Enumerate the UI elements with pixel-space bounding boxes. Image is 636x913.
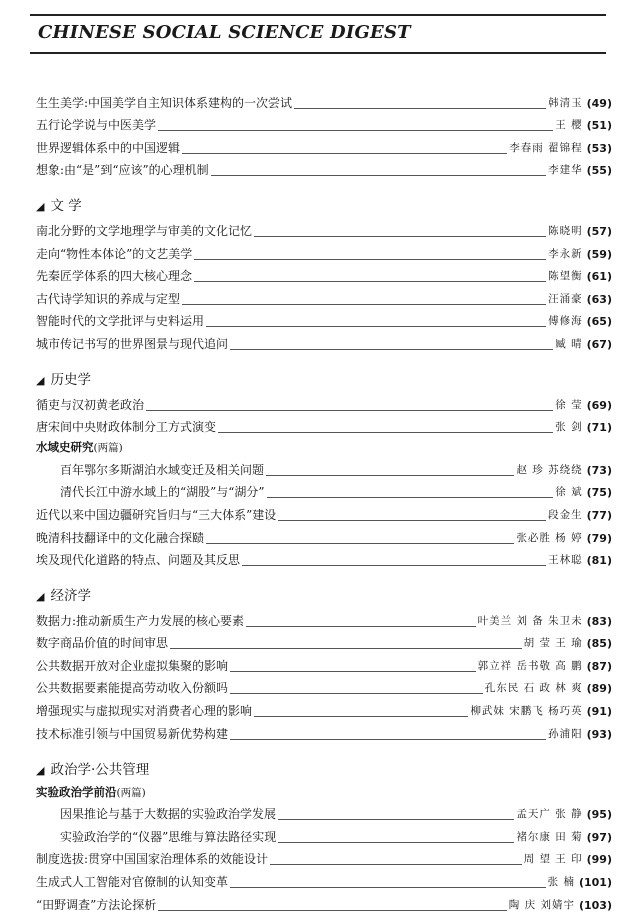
entry-authors: 王林聪 [548,554,583,567]
entry-page: (97) [586,830,612,844]
leader-line [246,626,476,627]
toc-section [36,754,612,913]
leader-line [230,349,553,350]
toc-entry[interactable] [36,239,612,262]
entry-page: (95) [586,808,612,822]
entry-page: (75) [586,486,612,500]
entry-authors: 孔东民 石 政 林 爽 [484,682,583,695]
entry-page: (61) [586,270,612,284]
entry-page: (69) [586,398,612,412]
leader-line [230,693,483,694]
entry-authors: 徐 斌 [555,486,583,499]
entry-page: (73) [586,463,612,477]
leader-line [182,304,546,305]
leader-line [194,281,546,282]
entry-authors: 李春雨 翟锦程 [509,141,583,154]
section-heading [36,190,612,214]
entry-page: (49) [586,96,612,110]
entry-page: (65) [586,315,612,329]
leader-line [266,475,514,476]
entry-title: 先秦匠学体系的四大核心理念 [36,269,193,284]
entry-authors: 郭立祥 岳书敬 高 鹏 [477,659,583,672]
toc-entry[interactable] [36,262,612,285]
entry-authors: 胡 莹 王 瑜 [523,637,583,650]
entry-authors: 张必胜 杨 婷 [516,531,583,544]
entry-authors: 段金生 [548,508,583,521]
triangle-icon: ◢ [36,590,45,604]
entry-title: 实验政治学的“仪器”思维与算法路径实现 [60,829,277,844]
section-heading-text: 历史学 [50,371,91,388]
leader-line [206,326,546,327]
leader-line [211,175,547,176]
entry-page: (71) [586,421,612,435]
journal-header [30,14,606,54]
section-heading-text: 政治学·公共管理 [50,761,150,778]
entry-page: (83) [586,614,612,628]
entry-page: (87) [586,659,612,673]
subsection-note: (两篇) [116,786,146,799]
entry-authors: 汪涌豪 [548,292,583,305]
entry-authors: 李永新 [548,247,583,260]
entry-authors: 孙浦阳 [548,727,583,740]
subsection-title: 实验政治学前沿 [36,784,117,799]
entry-authors: 李建华 [548,164,583,177]
toc-entry[interactable] [36,284,612,307]
leader-line [278,520,546,521]
entry-authors: 叶美兰 刘 备 朱卫未 [477,614,583,627]
triangle-icon: ◢ [36,200,45,214]
toc-entry[interactable] [36,845,612,868]
leader-line [242,565,546,566]
toc-entry[interactable] [36,500,612,523]
entry-page: (89) [586,682,612,696]
entry-authors: 张 楠 [547,876,575,889]
triangle-icon: ◢ [36,373,45,387]
entry-authors: 傅修海 [548,315,583,328]
entry-authors: 陶 庆 刘婧宇 [508,898,575,911]
entry-title: 智能时代的文学批评与史料运用 [36,314,205,329]
leader-line [230,671,476,672]
leader-line [146,410,553,411]
entry-authors: 王 樱 [555,119,583,132]
entry-page: (85) [586,637,612,651]
toc-section [36,364,612,568]
entry-page: (79) [586,531,612,545]
entry-authors: 褚尔康 田 菊 [516,830,583,843]
entry-authors: 周 望 王 印 [523,853,583,866]
entry-page: (81) [586,554,612,568]
entry-title: 想象:由“是”到“应该”的心理机制 [36,163,209,178]
entry-page: (67) [586,337,612,351]
leader-line [254,716,468,717]
leader-line [278,819,514,820]
leader-line [267,497,554,498]
entry-authors: 韩清玉 [548,96,583,109]
table-of-contents [36,88,612,913]
entry-title: 南北分野的文学地理学与审美的文化记忆 [36,223,253,238]
leader-line [278,842,514,843]
toc-entry[interactable] [36,133,612,156]
entry-title: 循吏与汉初黄老政治 [36,397,145,412]
leader-line [270,864,522,865]
toc-entry[interactable] [36,390,612,413]
entry-authors: 徐 莹 [555,398,583,411]
leader-line [206,543,514,544]
entry-title: 公共数据要素能提高劳动收入份额吗 [36,681,229,696]
entry-title: 世界逻辑体系中的中国逻辑 [36,140,181,155]
entry-title: 制度选拔:贯穿中国国家治理体系的效能设计 [36,852,269,867]
leader-line [230,739,546,740]
entry-title: 城市传记书写的世界图景与现代追问 [36,336,229,351]
toc-entry[interactable] [36,329,612,352]
entry-title: 走向“物性本体论”的文艺美学 [36,246,193,261]
toc-entry[interactable] [36,478,612,501]
entry-title: 晚清科技翻译中的文化融合探赜 [36,530,205,545]
toc-section [36,190,612,352]
entry-title: 五行论学说与中医美学 [36,118,157,133]
entry-page: (63) [586,292,612,306]
entry-page: (91) [586,705,612,719]
toc-section [36,580,612,742]
entry-title: 因果推论与基于大数据的实验政治学发展 [60,807,277,822]
entry-title: 埃及现代化道路的特点、问题及其反思 [36,553,241,568]
toc-entry[interactable] [36,696,612,719]
toc-entry[interactable] [36,88,612,111]
entry-page: (57) [586,224,612,238]
toc-entry[interactable] [36,629,612,652]
entry-title: 公共数据开放对企业虚拟集聚的影响 [36,658,229,673]
toc-section [36,88,612,178]
toc-entry[interactable] [36,156,612,179]
subsection-heading [36,780,612,800]
entry-authors: 陈望衡 [548,270,583,283]
leader-line [170,648,522,649]
entry-page: (55) [586,164,612,178]
entry-page: (77) [586,508,612,522]
leader-line [294,108,546,109]
entry-authors: 臧 晴 [555,337,583,350]
entry-page: (93) [586,727,612,741]
section-heading [36,580,612,604]
leader-line [158,130,553,131]
entry-page: (51) [586,119,612,133]
toc-entry[interactable] [36,867,612,890]
entry-title: “田野调查”方法论探析 [36,897,157,912]
entry-title: 数据力:推动新质生产力发展的核心要素 [36,613,245,628]
journal-title: CHINESE SOCIAL SCIENCE DIGEST [38,22,411,43]
triangle-icon: ◢ [36,763,45,777]
entry-title: 古代诗学知识的养成与定型 [36,291,181,306]
entry-title: 生成式人工智能对官僚制的认知变革 [36,875,229,890]
entry-authors: 孟天广 张 静 [516,808,583,821]
toc-entry[interactable] [36,800,612,823]
leader-line [194,259,546,260]
entry-title: 百年鄂尔多斯湖泊水域变迁及相关问题 [60,462,265,477]
entry-title: 清代长江中游水域上的“湖股”与“湖分” [60,485,265,500]
leader-line [254,236,546,237]
toc-entry[interactable] [36,307,612,330]
leader-line [182,153,507,154]
entry-page: (53) [586,141,612,155]
toc-entry[interactable] [36,822,612,845]
entry-authors: 柳武妹 宋鹏飞 杨巧英 [470,705,583,718]
toc-entry[interactable] [36,216,612,239]
entry-authors: 赵 珍 苏绕绕 [516,463,583,476]
entry-page: (103) [578,898,612,912]
entry-page: (101) [578,876,612,890]
toc-entry[interactable] [36,651,612,674]
toc-entry[interactable] [36,523,612,546]
leader-line [230,887,546,888]
leader-line [218,432,553,433]
entry-title: 增强现实与虚拟现实对消费者心理的影响 [36,704,253,719]
toc-entry[interactable] [36,111,612,134]
entry-title: 唐宋间中央财政体制分工方式演变 [36,420,217,435]
toc-entry[interactable] [36,606,612,629]
toc-entry[interactable] [36,546,612,569]
toc-entry[interactable] [36,674,612,697]
entry-title: 近代以来中国边疆研究旨归与“三大体系”建设 [36,507,277,522]
section-heading-text: 文 学 [50,198,82,215]
subsection-note: (两篇) [93,442,123,455]
toc-entry[interactable] [36,455,612,478]
entry-authors: 陈晓明 [548,224,583,237]
toc-entry[interactable] [36,413,612,436]
subsection-heading [36,435,612,455]
section-heading-text: 经济学 [50,588,91,605]
section-heading [36,364,612,388]
subsection-title: 水域史研究 [36,440,94,455]
toc-entry[interactable] [36,890,612,913]
entry-title: 生生美学:中国美学自主知识体系建构的一次尝试 [36,95,293,110]
entry-page: (99) [586,853,612,867]
toc-entry[interactable] [36,719,612,742]
leader-line [158,910,507,911]
entry-authors: 张 剑 [555,421,583,434]
entry-page: (59) [586,247,612,261]
section-heading [36,754,612,778]
entry-title: 数字商品价值的时间审思 [36,636,169,651]
entry-title: 技术标准引领与中国贸易新优势构建 [36,726,229,741]
